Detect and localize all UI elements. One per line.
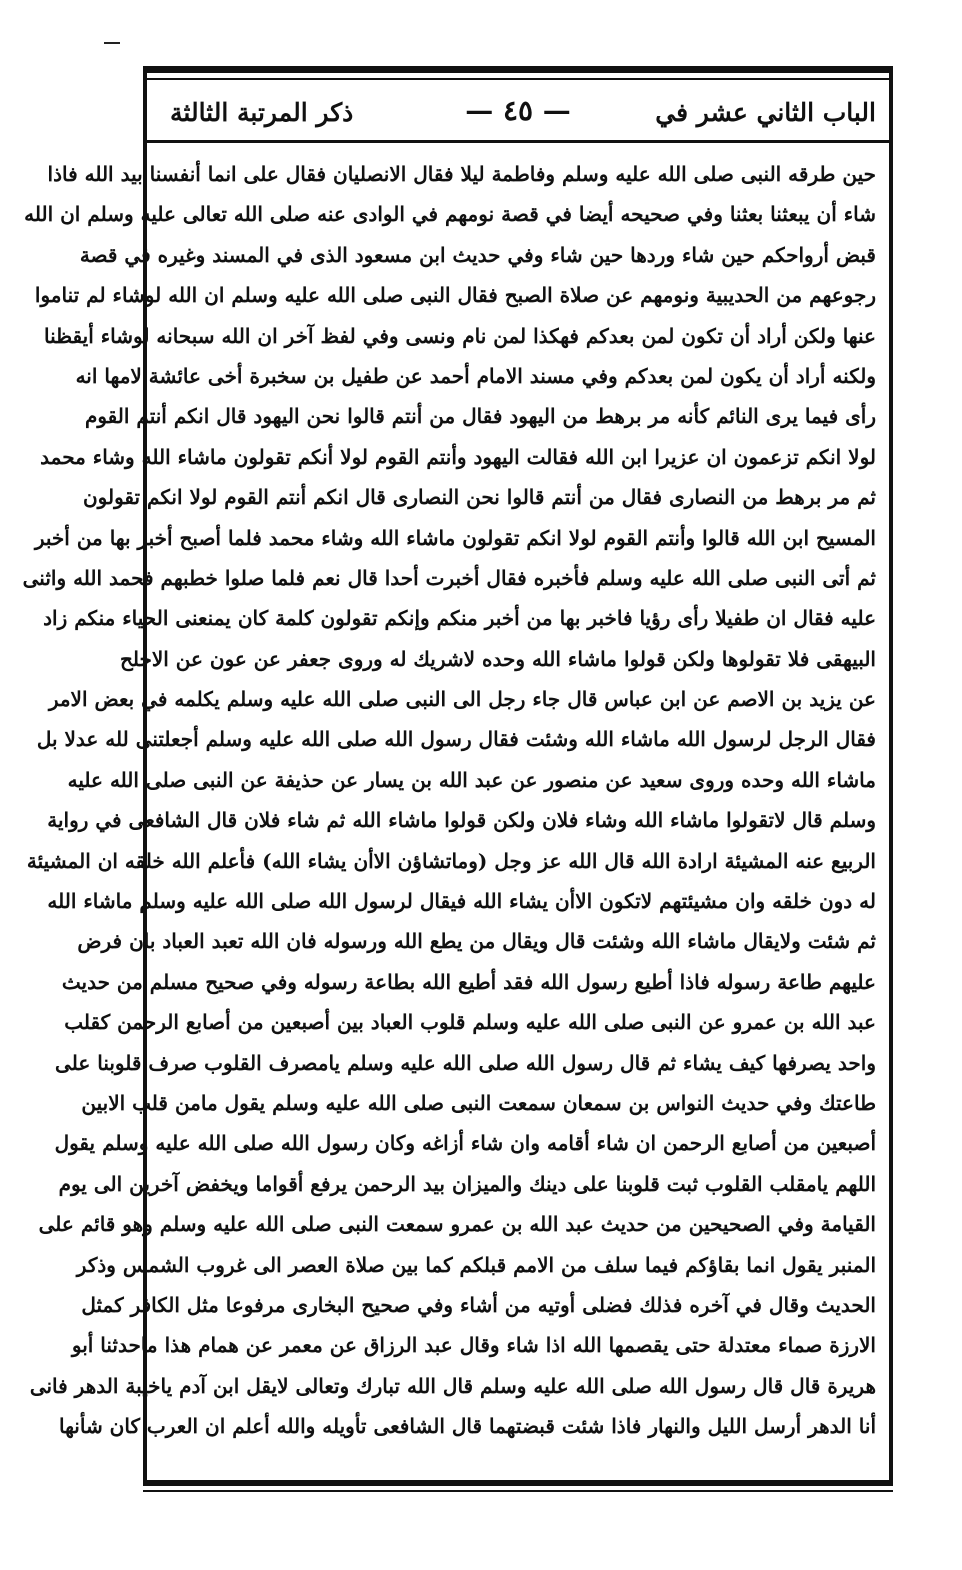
text-line: عن يزيد بن الاصم عن ابن عباس قال جاء رجل الى النبى صلى الله عليه وسلم يكلمه في بعض الامر: [48, 687, 876, 712]
text-line: الارزة صماء معتدلة حتى يقصمها الله اذا شاء وقال عبد الرزاق عن معمر عن همام هذا ماحدثنا أبو: [71, 1333, 876, 1358]
text-line: أنا الدهر أرسل الليل والنهار فاذا شئت قبضتهما قال الشافعى تأويله والله أعلم ان العرب كان شأنها: [58, 1414, 876, 1439]
text-line: حين طرقه النبى صلى الله عليه وسلم وفاطمة ليلا فقال الانصليان فقال على انما أنفسنا بيد الله فاذا: [47, 162, 876, 186]
text-line: ثم أتى النبى صلى الله عليه وسلم فأخبره فقال أخبرت أحدا قال نعم فلما صلوا خطبهم فحمد الله واثنى: [22, 565, 876, 590]
page-number: — ٤٥ —: [465, 94, 571, 127]
text-line: وسلم قال لاتقولوا ماشاء الله وشاء فلان ولكن قولوا ماشاء الله ثم شاء فلان قال الشافعى في رواية: [47, 808, 876, 833]
text-line: واحد يصرفها كيف يشاء ثم قال رسول الله صلى الله عليه وسلم يامصرف القلوب صرف قلوبنا على: [55, 1050, 876, 1075]
text-line: عليه فقال ان طفيلا رأى رؤيا فاخبر بها من أخبر منكم وإنكم تقولون كلمة كان يمنعنى الحياء منكم زاد: [43, 606, 876, 631]
text-line: ولكنه أراد أن يكون لمن بعدكم وفي مسند الامام أحمد عن طفيل بن سخبرة أخى عائشة لامها انه: [75, 363, 876, 388]
text-line: شاء أن يبعثنا بعثنا وفي صحيحه أيضا في قصة نومهم في الوادى عنه صلى الله تعالى عليه وسلم ان الله: [24, 202, 876, 227]
section-title: ذكر المرتبة الثالثة: [170, 98, 354, 127]
text-line: له دون خلقه وان مشيئتهم لاتكون الاأن يشاء الله فيقال لرسول الله صلى الله عليه وسلم ماشاء الله: [47, 889, 876, 914]
text-line: فقال الرجل لرسول الله ماشاء الله وشئت فقال رسول الله صلى الله عليه وسلم أجعلتنى لله عدلا بل: [36, 727, 876, 752]
text-line: ثم شئت ولايقال ماشاء الله وشئت قال ويقال من يطع الله ورسوله فان الله تعبد العباد بان فرض: [77, 929, 876, 954]
text-line: طاعتك وفي حديث النواس بن سمعان سمعت النبى صلى الله عليه وسلم يقول مامن قلب الابين: [81, 1090, 876, 1115]
text-line: ماشاء الله وحده وروى سعيد عن منصور عن عبد الله بن يسار عن حذيفة عن النبى صلى الله عليه: [67, 767, 876, 792]
text-line: هريرة قال قال رسول الله صلى الله عليه وسلم قال الله تبارك وتعالى لايقل ابن آدم ياخيبة الدهر فانى: [29, 1373, 876, 1398]
top-border-rule-inner: [143, 78, 893, 80]
text-line: البيهقى فلا تقولوها ولكن قولوا ماشاء الله وحده لاشريك له وروى جعفر عن عون عن الاجلح: [119, 646, 876, 671]
text-line: القيامة وفي الصحيحين من حديث عبد الله بن عمرو سمعت النبى صلى الله عليه وسلم وهو قائم على: [38, 1212, 876, 1237]
text-line: لولا انكم تزعمون ان عزيرا ابن الله فقالت اليهود وأنتم القوم لولا أنكم تقولون ماشاء الله وشاء محمد: [40, 444, 876, 469]
text-line: قبض أرواحكم حين شاء وردها حين شاء وفي حديث ابن مسعود الذى في المسند وغيره في قصة: [79, 242, 876, 267]
text-line: عبد الله بن عمرو عن النبى صلى الله عليه وسلم قلوب العباد بين أصبعين من أصابع الرحمن كقلب: [64, 1010, 876, 1035]
header-divider: [147, 140, 889, 143]
text-line: اللهم يامقلب القلوب ثبت قلوبنا على دينك والميزان بيد الرحمن يرفع أقواما ويخفض آخرين الى يوم: [58, 1171, 876, 1196]
text-line: عليهم طاعة رسوله فاذا أطيع رسول الله فقد أطيع الله بطاعة رسوله وفي صحيح مسلم من حديث: [61, 969, 876, 994]
body-text: [22, 154, 876, 1447]
text-line: الحديث وقال في آخره فذلك فضلى أوتيه من أشاء وفي صحيح البخارى مرفوعا مثل الكافر كمثل: [81, 1292, 876, 1317]
text-line: رجوعهم من الحديبية ونومهم عن صلاة الصبح فقال النبى صلى الله عليه وسلم ان الله لوشاء لم تناموا: [34, 283, 876, 308]
corner-mark: [104, 42, 120, 44]
text-line: الربيع عنه المشيئة ارادة الله قال الله عز وجل (وماتشاؤن الاأن يشاء الله) فأعلم الله خلقه ان المشيئة: [26, 848, 876, 873]
text-line: عنها ولكن أراد أن تكون لمن بعدكم فهكذا لمن نام ونسى وفي لفظ آخر ان الله سبحانه لوشاء أيقظنا: [44, 323, 876, 348]
text-line: المنبر يقول انما بقاؤكم فيما سلف من الامم قبلكم كما بين صلاة العصر الى غروب الشمس وذكر: [76, 1252, 876, 1277]
text-line: ثم مر برهط من النصارى فقال من أنتم قالوا نحن النصارى قال انكم أنتم القوم لولا انكم تقولون: [82, 485, 876, 510]
chapter-title: الباب الثاني عشر في: [655, 98, 876, 127]
page-header: [160, 92, 876, 136]
bottom-border-rule-inner: [143, 1490, 893, 1492]
text-line: أصبعين من أصابع الرحمن ان شاء أقامه وان شاء أزاغه وكان رسول الله صلى الله عليه وسلم يقول: [54, 1131, 876, 1156]
text-line: المسيح ابن الله قالوا وأنتم القوم لولا انكم تقولون ماشاء الله وشاء محمد فلما أصبح أخبر بها من أخبر: [34, 525, 876, 550]
bottom-border-rule: [143, 1480, 893, 1486]
text-line: رأى فيما يرى النائم كأنه مر برهط من اليهود فقال من أنتم قالوا نحن اليهود قال انكم أنتم القوم: [84, 404, 876, 429]
top-border-rule: [143, 66, 893, 73]
